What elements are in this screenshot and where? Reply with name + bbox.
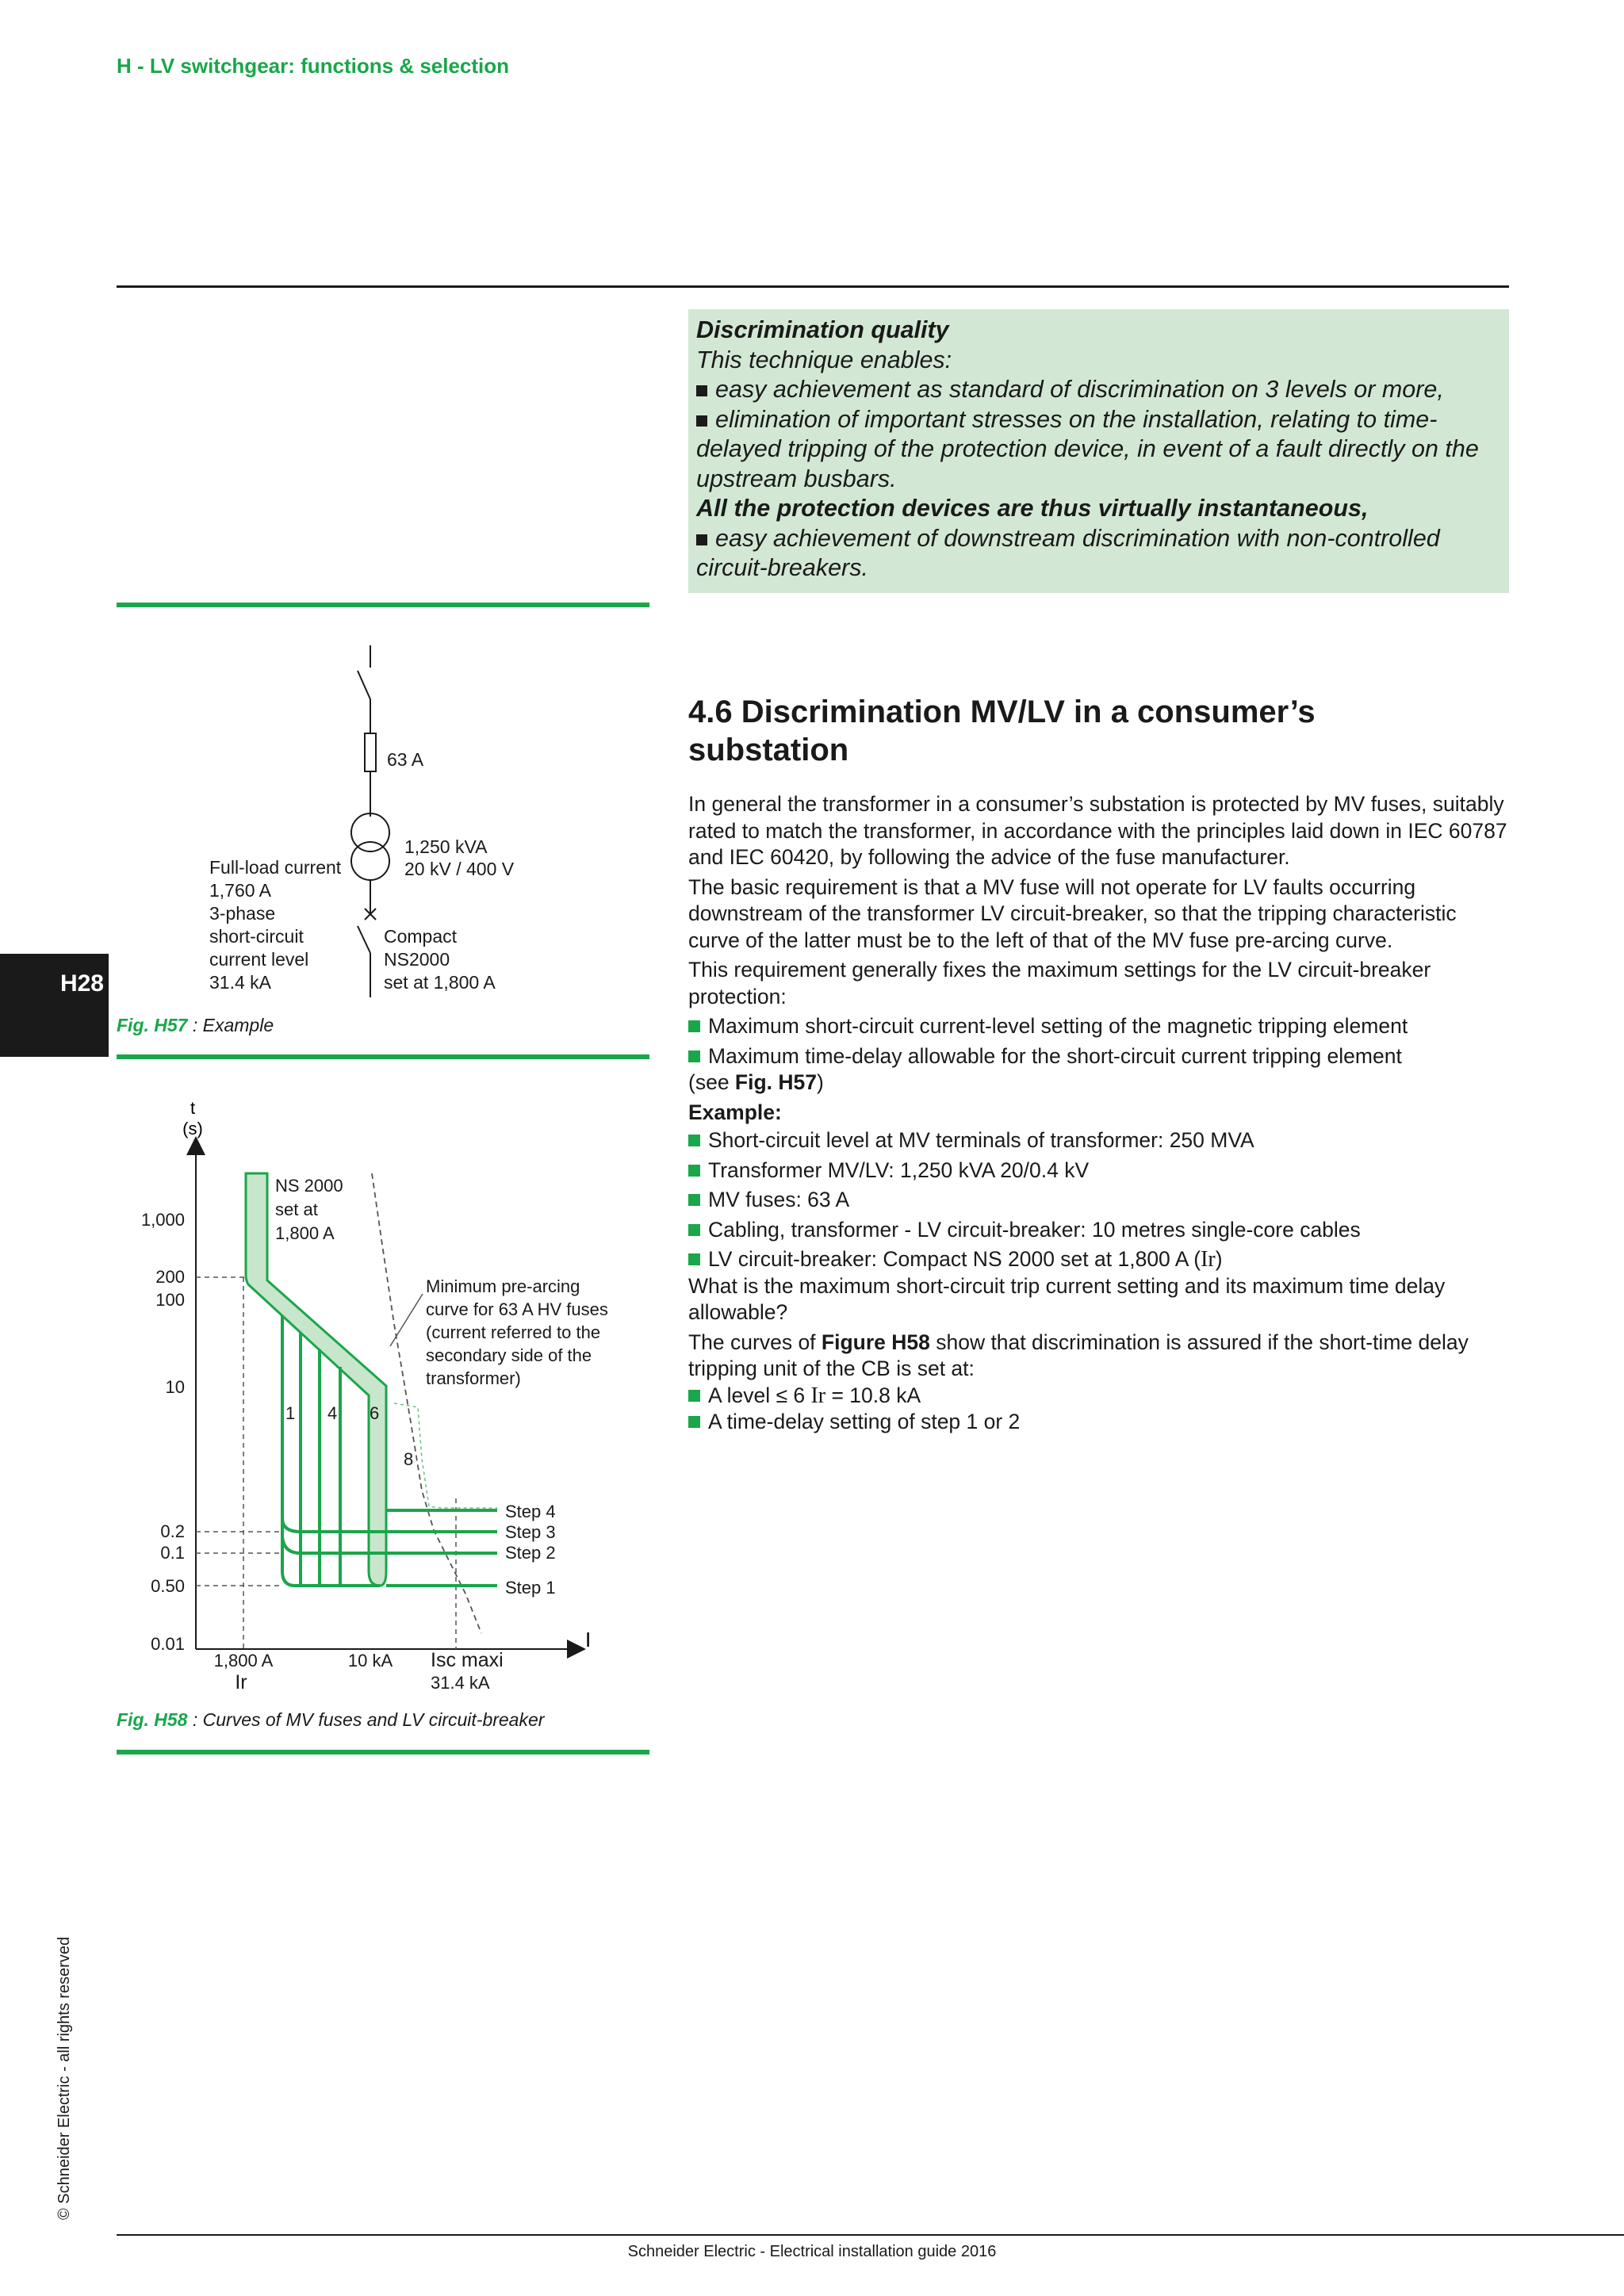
example-heading: Example: bbox=[688, 1100, 782, 1124]
x-tick: 1,800 A bbox=[213, 1651, 274, 1670]
figure-rule bbox=[117, 1750, 649, 1755]
curve-number: 4 bbox=[327, 1403, 338, 1423]
header-rule bbox=[117, 285, 1509, 288]
paragraph: The curves of Figure H58 show that discrimination is assured if the short-time delay tripping unit of the CB is set at: bbox=[688, 1330, 1469, 1380]
x-tick: Ir bbox=[235, 1671, 247, 1693]
fig-h57-caption: Fig. H57 : Example bbox=[117, 1015, 274, 1035]
figure-rule bbox=[117, 603, 649, 607]
transformer-voltage: 20 kV / 400 V bbox=[404, 859, 515, 879]
footer-rule bbox=[117, 2234, 1624, 2236]
paragraph: In general the transformer in a consumer’s substation is protected by MV fuses, suitably rated to match the transformer, in accordance with the principles laid down in IEC 60787 and IEC 60420, by following the advice of the fuse manufacturer. bbox=[688, 792, 1507, 869]
list-item: A time-delay setting of step 1 or 2 bbox=[688, 1409, 1513, 1436]
box-title: Discrimination quality bbox=[696, 316, 949, 343]
fig-h57-diagram bbox=[117, 618, 649, 1015]
paragraph: The basic requirement is that a MV fuse will not operate for LV faults occurring downstream of the transformer LV circuit-breaker, so that the tripping characteristic curve of the latter must be to the left of that of the MV fuse pre-arcing curve. bbox=[688, 874, 1457, 952]
x-axis-label: I bbox=[585, 1628, 592, 1651]
y-tick: 0.50 bbox=[151, 1576, 185, 1596]
y-axis-label: t bbox=[190, 1098, 196, 1118]
fuse-curve-label: Minimum pre-arcing bbox=[426, 1276, 580, 1296]
bullet-icon bbox=[696, 385, 707, 396]
bullet-icon bbox=[688, 1050, 700, 1062]
list-item-continuation: (see Fig. H57) bbox=[688, 1070, 824, 1094]
box-line: delayed tripping of the protection device, in event of a fault directly on the bbox=[696, 435, 1479, 462]
copyright-notice: © Schneider Electric - all rights reserved bbox=[56, 1936, 73, 2220]
box-line: circuit-breakers. bbox=[696, 554, 868, 581]
bullet-icon bbox=[696, 415, 707, 427]
bullet-icon bbox=[688, 1224, 700, 1236]
curve-number: 6 bbox=[370, 1403, 380, 1423]
bullet-icon bbox=[688, 1194, 700, 1206]
fuse-curve-label: transformer) bbox=[426, 1368, 521, 1388]
box-line: upstream busbars. bbox=[696, 465, 897, 492]
step-label: Step 2 bbox=[505, 1543, 556, 1563]
body-text bbox=[688, 791, 1513, 1439]
step-label: Step 3 bbox=[505, 1522, 556, 1542]
bullet-icon bbox=[688, 1253, 700, 1265]
curve-number: 1 bbox=[285, 1403, 296, 1423]
step-2-line bbox=[282, 1534, 497, 1553]
running-header: H - LV switchgear: functions & selection bbox=[117, 54, 510, 78]
list-item: A level ≤ 6 Ir = 10.8 kA bbox=[688, 1383, 1513, 1410]
fuse-pre-arcing-curve bbox=[372, 1173, 481, 1633]
bullet-icon bbox=[688, 1390, 700, 1402]
list-item: Maximum short-circuit current-level setting of the magnetic tripping element bbox=[688, 1013, 1513, 1040]
fuse-label: 63 A bbox=[387, 749, 424, 770]
fuse-curve-label: (current referred to the bbox=[426, 1322, 601, 1342]
discrimination-quality-box bbox=[688, 309, 1509, 593]
bullet-icon bbox=[688, 1165, 700, 1177]
step-3-line bbox=[282, 1518, 497, 1532]
box-bullet: easy achievement as standard of discrimination on 3 levels or more, bbox=[696, 375, 1498, 405]
y-tick: 10 bbox=[165, 1377, 185, 1397]
box-line: This technique enables: bbox=[696, 346, 952, 373]
curve-number: 8 bbox=[404, 1449, 414, 1469]
breaker-label: NS2000 bbox=[384, 949, 450, 970]
ns2000-label: 1,800 A bbox=[275, 1223, 335, 1243]
box-bold-line: All the protection devices are thus virtually instantaneous, bbox=[696, 495, 1369, 522]
list-item: Maximum time-delay allowable for the short-circuit current tripping element bbox=[688, 1043, 1513, 1070]
fuse-curve-label: curve for 63 A HV fuses bbox=[426, 1299, 608, 1319]
section-heading: 4.6 Discrimination MV/LV in a consumer’s substation bbox=[688, 695, 1316, 767]
figure-rule bbox=[117, 1054, 649, 1059]
y-tick: 0.01 bbox=[151, 1634, 185, 1654]
list-item: Transformer MV/LV: 1,250 kVA 20/0.4 kV bbox=[688, 1158, 1513, 1184]
list-item: Short-circuit level at MV terminals of transformer: 250 MVA bbox=[688, 1127, 1513, 1154]
step-label: Step 4 bbox=[505, 1502, 556, 1521]
bullet-icon bbox=[696, 534, 707, 545]
x-tick: 10 kA bbox=[347, 1651, 393, 1670]
fig-h58-chart bbox=[117, 1086, 649, 1705]
page-footer: Schneider Electric - Electrical installation guide 2016 bbox=[627, 2243, 997, 2260]
y-tick: 0.1 bbox=[160, 1543, 185, 1563]
fuse-curve-label: secondary side of the bbox=[426, 1345, 592, 1365]
ns2000-label: NS 2000 bbox=[275, 1176, 343, 1196]
box-bullet: elimination of important stresses on the installation, relating to time- bbox=[696, 405, 1498, 435]
y-tick: 0.2 bbox=[160, 1521, 185, 1541]
fig57-left-label: current level bbox=[209, 949, 309, 970]
bullet-icon bbox=[688, 1020, 700, 1032]
paragraph: What is the maximum short-circuit trip current setting and its maximum time delay allowable? bbox=[688, 1273, 1446, 1324]
paragraph: This requirement generally fixes the maximum settings for the LV circuit-breaker protection: bbox=[688, 958, 1431, 1008]
fig57-left-label: Full-load current bbox=[209, 857, 342, 878]
fig57-left-label: 3-phase bbox=[209, 903, 276, 924]
x-tick: 31.4 kA bbox=[431, 1673, 490, 1693]
x-tick: Isc maxi bbox=[431, 1649, 504, 1671]
fig57-left-label: 31.4 kA bbox=[209, 972, 271, 993]
list-item: LV circuit-breaker: Compact NS 2000 set at 1,800 A (Ir) bbox=[688, 1246, 1513, 1273]
bullet-icon bbox=[688, 1416, 700, 1428]
breaker-label: Compact bbox=[384, 926, 458, 947]
y-axis-unit: (s) bbox=[182, 1119, 203, 1138]
box-bullet: easy achievement of downstream discrimination with non-controlled bbox=[696, 524, 1498, 554]
transformer-rating: 1,250 kVA bbox=[404, 836, 488, 857]
breaker-label: set at 1,800 A bbox=[384, 972, 496, 993]
list-item: Cabling, transformer - LV circuit-breaker: 10 metres single-core cables bbox=[688, 1217, 1513, 1244]
y-tick: 200 bbox=[155, 1267, 185, 1287]
fuse-label-leader bbox=[390, 1294, 423, 1346]
bullet-icon bbox=[688, 1135, 700, 1146]
fig-h58-caption: Fig. H58 : Curves of MV fuses and LV circuit-breaker bbox=[117, 1709, 545, 1730]
y-tick: 1,000 bbox=[140, 1210, 185, 1230]
fig57-left-label: 1,760 A bbox=[209, 880, 272, 901]
fig57-left-label: short-circuit bbox=[209, 926, 304, 947]
page-section-tab: H28 bbox=[0, 954, 109, 1057]
list-item: MV fuses: 63 A bbox=[688, 1187, 1513, 1214]
ns2000-label: set at bbox=[275, 1200, 318, 1219]
y-tick: 100 bbox=[155, 1290, 185, 1310]
step-label: Step 1 bbox=[505, 1578, 556, 1598]
